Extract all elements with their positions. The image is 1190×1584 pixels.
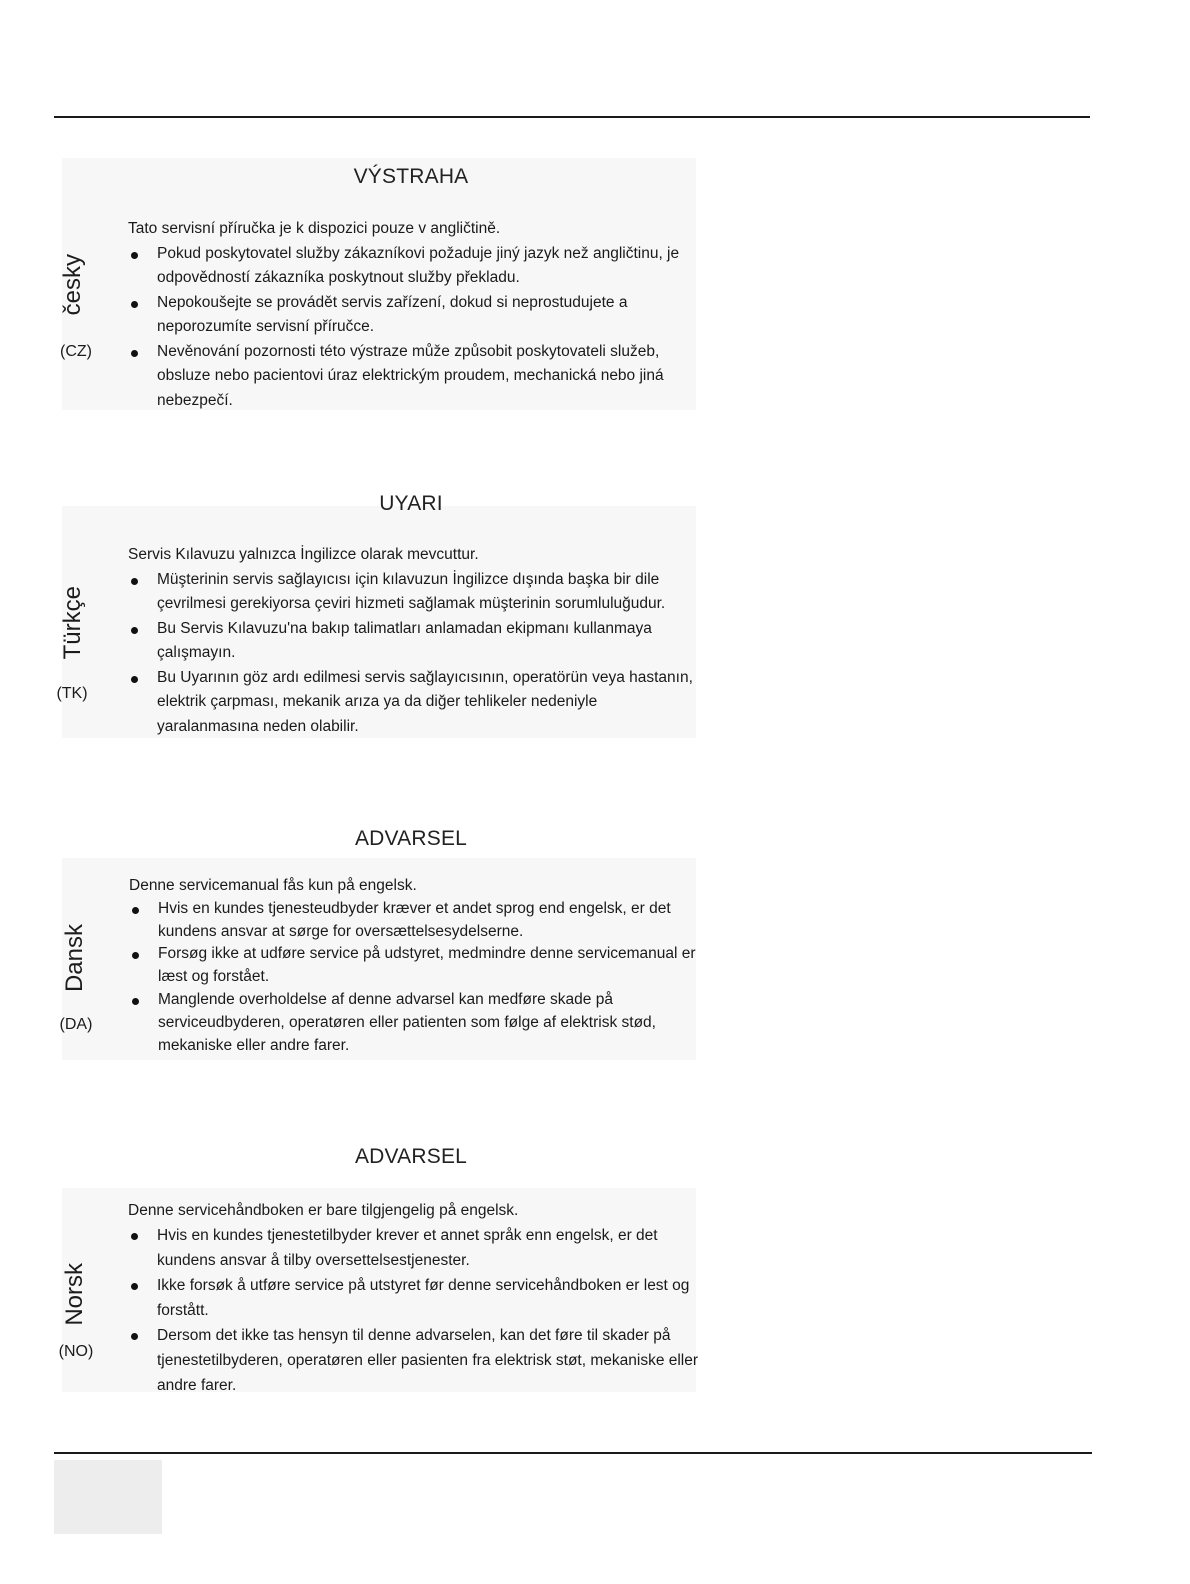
bullet-icon	[131, 301, 138, 308]
footer-rule	[54, 1452, 1092, 1454]
list-item: Forsøg ikke at udføre service på udstyret, medmindre denne servicemanual er læst og forstået.	[129, 943, 701, 989]
language-code-tk: (TK)	[56, 685, 88, 702]
language-code-cz: (CZ)	[60, 343, 92, 360]
list-item: Nevěnování pozornosti této výstraze může způsobit poskytovateli služeb, obsluze nebo pacientovi úraz elektrickým proudem, mechanická nebo jiná nebezpečí.	[128, 340, 700, 414]
list-item: Bu Servis Kılavuzu'na bakıp talimatları anlamadan ekipmanı kullanmaya çalışmayın.	[128, 617, 700, 666]
list-item: Pokud poskytovatel služby zákazníkovi požaduje jiný jazyk než angličtinu, je odpovědností zákazníka poskytnout služby překladu.	[128, 242, 700, 291]
language-label-da: Dansk	[61, 924, 88, 993]
warning-body-cz	[128, 217, 700, 413]
warning-title-cz: VÝSTRAHA	[353, 165, 469, 188]
warning-list-da	[129, 898, 701, 1058]
warning-intro-cz: Tato servisní příručka je k dispozici pouze v angličtině.	[128, 220, 501, 237]
header-rule	[54, 116, 1090, 118]
warning-body-tk	[128, 543, 700, 739]
bullet-icon	[132, 998, 139, 1005]
list-item: Hvis en kundes tjenestetilbyder krever et annet språk enn engelsk, er det kundens ansvar å tilby oversettelsestjenester.	[128, 1223, 700, 1273]
bullet-icon	[131, 252, 138, 259]
warning-body-no	[128, 1198, 700, 1398]
language-label-tk: Türkçe	[59, 586, 86, 660]
warning-body-da	[129, 875, 701, 1057]
page-number-tab	[54, 1460, 162, 1534]
warning-title-no: ADVARSEL	[354, 1145, 468, 1168]
bullet-icon	[131, 350, 138, 357]
warning-intro-tk: Servis Kılavuzu yalnızca İngilizce olarak mevcuttur.	[128, 546, 479, 563]
list-item: Dersom det ikke tas hensyn til denne advarselen, kan det føre til skader på tjenestetilbyderen, operatøren eller pasienten fra elektrisk støt, mekaniske eller andre farer.	[128, 1323, 700, 1398]
bullet-icon	[131, 578, 138, 585]
list-item: Ikke forsøk å utføre service på utstyret før denne servicehåndboken er lest og forstått.	[128, 1273, 700, 1323]
bullet-icon	[132, 907, 139, 914]
warning-list-no	[128, 1223, 700, 1398]
bullet-icon	[132, 952, 139, 959]
list-item: Manglende overholdelse af denne advarsel kan medføre skade på serviceudbyderen, operatøren eller patienten som følge af elektrisk stød, mekaniske eller andre farer.	[129, 989, 701, 1057]
warning-intro-no: Denne servicehåndboken er bare tilgjengelig på engelsk.	[128, 1202, 519, 1219]
list-item: Nepokoušejte se provádět servis zařízení, dokud si neprostudujete a neporozumíte servisní příručce.	[128, 291, 700, 340]
language-label-cz: česky	[59, 254, 86, 316]
bullet-icon	[131, 1333, 138, 1340]
bullet-icon	[131, 1233, 138, 1240]
list-item: Bu Uyarının göz ardı edilmesi servis sağlayıcısının, operatörün veya hastanın, elektrik çarpması, mekanik arıza ya da diğer tehlikeler nedeniyle yaralanmasına neden olabilir.	[128, 666, 700, 740]
bullet-icon	[131, 627, 138, 634]
language-code-da: (DA)	[59, 1016, 93, 1033]
list-item: Hvis en kundes tjenesteudbyder kræver et andet sprog end engelsk, er det kundens ansvar at sørge for oversættelsesydelserne.	[129, 898, 701, 944]
warning-title-da: ADVARSEL	[354, 827, 468, 850]
list-item: Müşterinin servis sağlayıcısı için kılavuzun İngilizce dışında başka bir dile çevrilmesi gerekiyorsa çeviri hizmeti sağlamak müşterinin sorumluluğudur.	[128, 568, 700, 617]
warning-intro-da: Denne servicemanual fås kun på engelsk.	[129, 877, 417, 894]
warning-list-tk	[128, 568, 700, 740]
warning-title-tk: UYARI	[379, 492, 443, 515]
warning-list-cz	[128, 242, 700, 414]
language-code-no: (NO)	[58, 1343, 94, 1360]
bullet-icon	[131, 1283, 138, 1290]
bullet-icon	[131, 676, 138, 683]
language-label-no: Norsk	[61, 1263, 88, 1326]
